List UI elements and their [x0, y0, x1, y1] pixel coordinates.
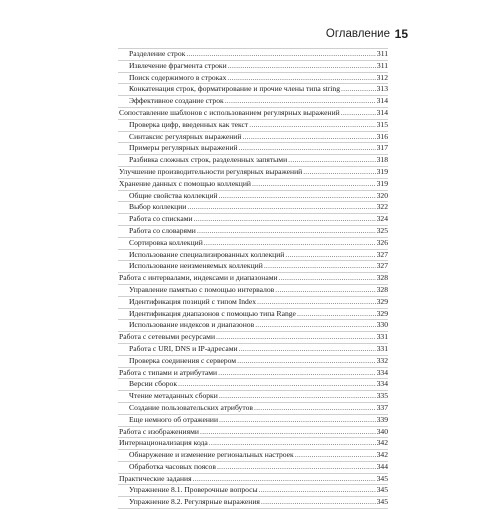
- toc-leader-dots: [218, 368, 375, 379]
- toc-entry-page: 328: [376, 284, 388, 294]
- toc-entry-page: 339: [376, 414, 388, 424]
- toc-entry[interactable]: [118, 485, 388, 497]
- toc-leader-dots: [254, 403, 376, 414]
- toc-entry-title: Работа со словарями: [129, 225, 196, 235]
- running-header-title: Оглавление: [325, 28, 390, 40]
- toc-entry[interactable]: [118, 450, 388, 462]
- toc-entry-title: Чтение метаданных сборки: [129, 391, 218, 401]
- toc-entry-title: Работа с сетевыми ресурсами: [119, 332, 216, 342]
- toc-entry[interactable]: [118, 285, 388, 297]
- toc-leader-dots: [264, 261, 376, 272]
- toc-entry-page: 345: [376, 485, 388, 495]
- toc-entry-title: Работа с изображениями: [119, 426, 199, 436]
- toc-entry-page: 327: [376, 261, 388, 271]
- toc-entry-page: 332: [376, 355, 388, 365]
- toc-leader-dots: [242, 132, 375, 143]
- toc-leader-dots: [219, 415, 376, 426]
- toc-entry[interactable]: [118, 320, 388, 332]
- toc-entry[interactable]: [118, 179, 388, 191]
- toc-entry-page: 337: [376, 402, 388, 412]
- toc-entry-title: Работа с интервалами, индексами и диапазонами: [119, 273, 278, 283]
- toc-leader-dots: [209, 438, 376, 449]
- toc-entry[interactable]: [118, 73, 388, 85]
- toc-entry-page: 325: [376, 225, 388, 235]
- toc-entry-page: 340: [376, 426, 388, 436]
- toc-entry-page: 329: [376, 296, 388, 306]
- toc-entry[interactable]: [118, 474, 388, 486]
- toc-leader-dots: [194, 214, 376, 225]
- toc-entry-title: Разделение строк: [129, 49, 186, 58]
- toc-entry[interactable]: [118, 309, 388, 321]
- toc-entry-page: 311: [376, 60, 388, 70]
- toc-entry[interactable]: [118, 462, 388, 474]
- toc-entry-title: Использование специализированных коллекций: [129, 249, 285, 259]
- toc-entry-title: Использование неизменяемых коллекций: [129, 261, 263, 271]
- toc-entry-page: 318: [376, 155, 388, 165]
- toc-leader-dots: [239, 143, 376, 154]
- toc-entry[interactable]: [118, 415, 388, 427]
- toc-leader-dots: [178, 379, 376, 390]
- toc-entry-page: 313: [376, 84, 388, 94]
- toc-entry-page: 322: [376, 202, 388, 212]
- toc-leader-dots: [197, 226, 376, 237]
- toc-entry-title: Идентификация диапазонов с помощью типа Range: [129, 308, 296, 318]
- toc-entry[interactable]: [118, 143, 388, 155]
- toc-entry-title: Выбор коллекции: [129, 202, 187, 212]
- toc-leader-dots: [219, 391, 376, 402]
- toc-entry-page: 335: [376, 391, 388, 401]
- toc-entry[interactable]: [118, 226, 388, 238]
- toc-leader-dots: [186, 49, 376, 60]
- toc-entry[interactable]: [118, 379, 388, 391]
- toc-entry-title: Конкатенация строк, форматирование и прочие члены типа string: [129, 84, 340, 94]
- toc-entry-page: 329: [376, 308, 388, 318]
- toc-leader-dots: [252, 179, 376, 190]
- toc-entry[interactable]: [118, 108, 388, 120]
- toc-entry-page: 319: [376, 166, 388, 176]
- toc-entry[interactable]: [118, 96, 388, 108]
- toc-leader-dots: [237, 356, 376, 367]
- toc-leader-dots: [279, 273, 376, 284]
- table-of-contents: [118, 48, 388, 509]
- toc-entry-page: 312: [376, 72, 388, 82]
- toc-entry-title: Интернационализация кода: [119, 438, 208, 448]
- toc-leader-dots: [288, 155, 375, 166]
- toc-entry[interactable]: [118, 427, 388, 439]
- toc-entry[interactable]: [118, 356, 388, 368]
- toc-entry-title: Примеры регулярных выражений: [129, 143, 238, 153]
- toc-entry-title: Работа с URI, DNS и IP-адресами: [129, 343, 238, 353]
- toc-entry[interactable]: [118, 332, 388, 344]
- toc-leader-dots: [249, 120, 375, 131]
- toc-entry[interactable]: [118, 214, 388, 226]
- toc-leader-dots: [193, 474, 376, 485]
- toc-entry[interactable]: [118, 403, 388, 415]
- toc-leader-dots: [257, 297, 376, 308]
- toc-entry[interactable]: [118, 49, 388, 61]
- toc-entry-page: 311: [376, 49, 388, 58]
- page-number: 15: [394, 27, 408, 41]
- toc-entry-title: Сортировка коллекций: [129, 237, 203, 247]
- toc-entry-page: 331: [376, 343, 388, 353]
- toc-entry-page: 317: [376, 143, 388, 153]
- toc-leader-dots: [225, 96, 376, 107]
- toc-entry-page: 342: [376, 450, 388, 460]
- toc-entry-page: 320: [376, 190, 388, 200]
- toc-leader-dots: [228, 61, 376, 72]
- toc-entry-title: Обнаружение и изменение региональных настроек: [129, 450, 294, 460]
- toc-entry-title: Практические задания: [119, 473, 192, 483]
- toc-leader-dots: [217, 462, 376, 473]
- toc-leader-dots: [341, 84, 376, 95]
- toc-entry-title: Синтаксис регулярных выражений: [129, 131, 242, 141]
- toc-leader-dots: [219, 191, 376, 202]
- toc-entry-title: Идентификация позиций с типом Index: [129, 296, 256, 306]
- toc-entry-page: 326: [376, 237, 388, 247]
- toc-entry[interactable]: [118, 438, 388, 450]
- toc-entry[interactable]: [118, 61, 388, 73]
- toc-entry-page: 324: [376, 214, 388, 224]
- toc-entry-title: Обработка часовых поясов: [129, 461, 216, 471]
- toc-leader-dots: [187, 202, 375, 213]
- toc-entry-title: Управление памятью с помощью интервалов: [129, 284, 275, 294]
- toc-entry[interactable]: [118, 497, 388, 509]
- toc-leader-dots: [255, 320, 375, 331]
- toc-entry[interactable]: [118, 261, 388, 273]
- toc-entry[interactable]: [118, 391, 388, 403]
- toc-leader-dots: [295, 450, 376, 461]
- toc-entry-title: Проверка соединения с сервером: [129, 355, 237, 365]
- toc-entry[interactable]: [118, 167, 388, 179]
- toc-entry-title: Извлечение фрагмента строки: [129, 60, 227, 70]
- toc-entry-title: Упражнение 8.1. Проверочные вопросы: [129, 485, 258, 495]
- toc-entry-title: Эффективное создание строк: [129, 96, 224, 106]
- toc-entry-page: 319: [376, 178, 388, 188]
- toc-entry-title: Общие свойства коллекций: [129, 190, 218, 200]
- toc-entry[interactable]: [118, 84, 388, 96]
- page-header: [0, 28, 500, 44]
- toc-entry-title: Работа с типами и атрибутами: [119, 367, 218, 377]
- toc-entry-title: Разбивка сложных строк, разделенных запятыми: [129, 155, 288, 165]
- toc-leader-dots: [285, 250, 375, 261]
- toc-entry-page: 331: [376, 332, 388, 342]
- toc-entry-title: Использование индексов и диапазонов: [129, 320, 255, 330]
- toc-entry-title: Еще немного об отражении: [129, 414, 219, 424]
- toc-entry-title: Сопоставление шаблонов с использованием регулярных выражений: [119, 107, 340, 117]
- toc-entry-page: 344: [376, 461, 388, 471]
- toc-entry[interactable]: [118, 297, 388, 309]
- toc-entry-page: 314: [376, 96, 388, 106]
- toc-leader-dots: [227, 73, 375, 84]
- toc-entry-page: 334: [376, 379, 388, 389]
- toc-leader-dots: [200, 427, 376, 438]
- toc-entry-title: Версии сборок: [129, 379, 178, 389]
- toc-entry-title: Создание пользовательских атрибутов: [129, 402, 253, 412]
- toc-entry-title: Хранение данных с помощью коллекций: [119, 178, 251, 188]
- toc-entry-page: 345: [376, 473, 388, 483]
- toc-leader-dots: [239, 344, 376, 355]
- toc-leader-dots: [216, 332, 376, 343]
- toc-entry-page: 315: [376, 119, 388, 129]
- toc-entry-page: 328: [376, 273, 388, 283]
- toc-leader-dots: [297, 309, 376, 320]
- toc-entry-title: Работа со списками: [129, 214, 193, 224]
- toc-entry-title: Упражнение 8.2. Регулярные выражения: [129, 497, 260, 507]
- toc-entry-page: 342: [376, 438, 388, 448]
- toc-entry[interactable]: [118, 191, 388, 203]
- toc-entry[interactable]: [118, 368, 388, 380]
- toc-entry-page: 334: [376, 367, 388, 377]
- toc-entry-page: 327: [376, 249, 388, 259]
- toc-entry[interactable]: [118, 202, 388, 214]
- toc-entry[interactable]: [118, 120, 388, 132]
- toc-entry-title: Улучшение производительности регулярных выражений: [119, 166, 303, 176]
- toc-leader-dots: [341, 108, 376, 119]
- toc-entry[interactable]: [118, 155, 388, 167]
- toc-leader-dots: [303, 167, 375, 178]
- toc-entry-page: 314: [376, 107, 388, 117]
- toc-entry[interactable]: [118, 132, 388, 144]
- toc-entry[interactable]: [118, 238, 388, 250]
- toc-entry-title: Проверка цифр, введенных как текст: [129, 119, 249, 129]
- toc-entry-page: 345: [376, 497, 388, 507]
- toc-leader-dots: [259, 485, 376, 496]
- toc-leader-dots: [261, 497, 376, 508]
- toc-entry-title: Поиск содержимого в строках: [129, 72, 227, 82]
- toc-entry-page: 316: [376, 131, 388, 141]
- toc-leader-dots: [275, 285, 375, 296]
- toc-entry[interactable]: [118, 344, 388, 356]
- toc-entry-page: 330: [376, 320, 388, 330]
- toc-entry[interactable]: [118, 273, 388, 285]
- toc-entry[interactable]: [118, 250, 388, 262]
- toc-leader-dots: [204, 238, 376, 249]
